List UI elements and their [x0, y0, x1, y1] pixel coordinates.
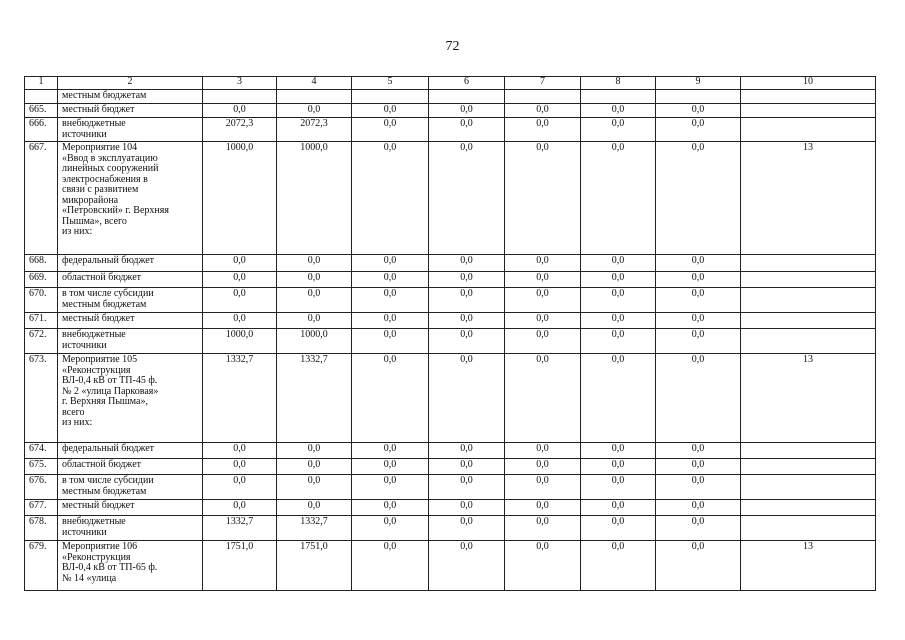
column-10-cell — [741, 272, 876, 288]
value-cell: 0,0 — [352, 475, 429, 500]
table-row — [25, 142, 876, 255]
table-body — [25, 90, 876, 591]
value-cell: 0,0 — [656, 541, 741, 591]
value-cell: 0,0 — [656, 475, 741, 500]
column-header: 3 — [203, 77, 277, 90]
row-name: внебюджетные источники — [58, 118, 203, 142]
value-cell: 0,0 — [352, 354, 429, 443]
value-cell: 0,0 — [203, 288, 277, 313]
column-10-cell — [741, 475, 876, 500]
table-row — [25, 313, 876, 329]
value-cell: 0,0 — [505, 516, 581, 541]
value-cell: 0,0 — [505, 142, 581, 255]
row-number: 676. — [25, 475, 58, 500]
value-cell: 0,0 — [429, 313, 505, 329]
row-name: федеральный бюджет — [58, 255, 203, 272]
value-cell: 0,0 — [505, 459, 581, 475]
table-row — [25, 272, 876, 288]
table-row — [25, 104, 876, 118]
column-header: 7 — [505, 77, 581, 90]
row-number: 668. — [25, 255, 58, 272]
column-10-cell — [741, 459, 876, 475]
value-cell: 0,0 — [352, 459, 429, 475]
value-cell: 0,0 — [429, 516, 505, 541]
value-cell: 0,0 — [656, 272, 741, 288]
value-cell — [581, 90, 656, 104]
table-row — [25, 118, 876, 142]
value-cell: 0,0 — [203, 255, 277, 272]
row-number — [25, 90, 58, 104]
row-number: 675. — [25, 459, 58, 475]
value-cell: 0,0 — [277, 459, 352, 475]
column-10-cell: 13 — [741, 354, 876, 443]
table-row — [25, 516, 876, 541]
value-cell: 0,0 — [581, 288, 656, 313]
value-cell: 0,0 — [656, 104, 741, 118]
value-cell: 0,0 — [429, 272, 505, 288]
row-name: областной бюджет — [58, 459, 203, 475]
value-cell: 0,0 — [429, 459, 505, 475]
value-cell: 0,0 — [505, 272, 581, 288]
row-number: 665. — [25, 104, 58, 118]
value-cell: 0,0 — [429, 443, 505, 459]
value-cell: 0,0 — [203, 500, 277, 516]
value-cell: 0,0 — [203, 475, 277, 500]
value-cell: 0,0 — [656, 329, 741, 354]
value-cell: 0,0 — [581, 516, 656, 541]
row-number: 670. — [25, 288, 58, 313]
value-cell: 0,0 — [352, 272, 429, 288]
value-cell: 1000,0 — [277, 142, 352, 255]
value-cell: 0,0 — [429, 329, 505, 354]
value-cell: 0,0 — [203, 459, 277, 475]
table-row — [25, 541, 876, 591]
value-cell: 0,0 — [429, 118, 505, 142]
column-header: 9 — [656, 77, 741, 90]
value-cell: 2072,3 — [277, 118, 352, 142]
value-cell: 0,0 — [429, 541, 505, 591]
value-cell: 0,0 — [505, 541, 581, 591]
row-number: 669. — [25, 272, 58, 288]
row-name: Мероприятие 104 «Ввод в эксплуатацию линейных сооружений электроснабжения в связи с развитием микрорайона «Петровский» г. Верхняя Пышма», всего из них: — [58, 142, 203, 255]
value-cell: 0,0 — [656, 288, 741, 313]
value-cell: 0,0 — [429, 104, 505, 118]
value-cell: 0,0 — [352, 255, 429, 272]
value-cell: 0,0 — [505, 329, 581, 354]
table-row — [25, 288, 876, 313]
value-cell: 0,0 — [203, 272, 277, 288]
value-cell: 0,0 — [656, 500, 741, 516]
column-10-cell: 13 — [741, 142, 876, 255]
value-cell: 0,0 — [656, 118, 741, 142]
value-cell: 0,0 — [581, 443, 656, 459]
column-10-cell — [741, 443, 876, 459]
value-cell — [656, 90, 741, 104]
table-row — [25, 475, 876, 500]
column-header: 10 — [741, 77, 876, 90]
column-10-cell — [741, 500, 876, 516]
value-cell: 0,0 — [203, 443, 277, 459]
column-10-cell: 13 — [741, 541, 876, 591]
table-row — [25, 500, 876, 516]
value-cell: 0,0 — [277, 255, 352, 272]
value-cell: 0,0 — [581, 313, 656, 329]
column-10-cell — [741, 90, 876, 104]
table-row — [25, 90, 876, 104]
value-cell: 0,0 — [505, 354, 581, 443]
page-number: 72 — [445, 39, 460, 54]
value-cell — [505, 90, 581, 104]
value-cell: 0,0 — [656, 142, 741, 255]
value-cell: 0,0 — [505, 255, 581, 272]
value-cell: 0,0 — [581, 329, 656, 354]
column-header: 8 — [581, 77, 656, 90]
row-name: местным бюджетам — [58, 90, 203, 104]
row-name: федеральный бюджет — [58, 443, 203, 459]
value-cell: 0,0 — [505, 500, 581, 516]
row-name: в том числе субсидии местным бюджетам — [58, 475, 203, 500]
row-name: внебюджетные источники — [58, 329, 203, 354]
column-10-cell — [741, 104, 876, 118]
value-cell: 0,0 — [277, 272, 352, 288]
value-cell: 0,0 — [505, 288, 581, 313]
value-cell: 1332,7 — [203, 516, 277, 541]
value-cell: 0,0 — [656, 354, 741, 443]
value-cell: 0,0 — [277, 475, 352, 500]
value-cell: 0,0 — [581, 354, 656, 443]
value-cell: 0,0 — [656, 516, 741, 541]
value-cell: 0,0 — [352, 500, 429, 516]
column-header: 2 — [58, 77, 203, 90]
value-cell — [429, 90, 505, 104]
row-name: областной бюджет — [58, 272, 203, 288]
value-cell: 0,0 — [505, 104, 581, 118]
header-row — [25, 77, 876, 90]
table-row — [25, 443, 876, 459]
row-number: 667. — [25, 142, 58, 255]
value-cell: 1332,7 — [277, 516, 352, 541]
value-cell: 0,0 — [656, 313, 741, 329]
row-name: в том числе субсидии местным бюджетам — [58, 288, 203, 313]
value-cell: 0,0 — [352, 516, 429, 541]
row-name: местный бюджет — [58, 104, 203, 118]
value-cell: 0,0 — [429, 475, 505, 500]
value-cell: 0,0 — [203, 313, 277, 329]
value-cell — [203, 90, 277, 104]
value-cell: 1332,7 — [277, 354, 352, 443]
row-name: Мероприятие 105 «Реконструкция ВЛ-0,4 кВ от ТП-45 ф. № 2 «улица Парковая» г. Верхняя Пышма», всего из них: — [58, 354, 203, 443]
row-number: 671. — [25, 313, 58, 329]
value-cell: 0,0 — [429, 142, 505, 255]
value-cell — [277, 90, 352, 104]
row-number: 672. — [25, 329, 58, 354]
value-cell: 0,0 — [505, 475, 581, 500]
value-cell: 0,0 — [352, 142, 429, 255]
row-name: Мероприятие 106 «Реконструкция ВЛ-0,4 кВ от ТП-65 ф. № 14 «улица — [58, 541, 203, 591]
value-cell: 0,0 — [277, 104, 352, 118]
value-cell: 0,0 — [581, 142, 656, 255]
value-cell: 0,0 — [581, 255, 656, 272]
value-cell: 0,0 — [352, 443, 429, 459]
row-name: внебюджетные источники — [58, 516, 203, 541]
column-10-cell — [741, 329, 876, 354]
column-header: 5 — [352, 77, 429, 90]
row-name: местный бюджет — [58, 500, 203, 516]
value-cell: 2072,3 — [203, 118, 277, 142]
table-row — [25, 354, 876, 443]
column-10-cell — [741, 118, 876, 142]
row-name: местный бюджет — [58, 313, 203, 329]
column-10-cell — [741, 288, 876, 313]
value-cell — [352, 90, 429, 104]
row-number: 679. — [25, 541, 58, 591]
row-number: 674. — [25, 443, 58, 459]
value-cell: 0,0 — [352, 288, 429, 313]
column-header: 6 — [429, 77, 505, 90]
column-10-cell — [741, 313, 876, 329]
value-cell: 0,0 — [505, 443, 581, 459]
value-cell: 0,0 — [352, 313, 429, 329]
value-cell: 0,0 — [581, 541, 656, 591]
value-cell: 1751,0 — [277, 541, 352, 591]
value-cell: 0,0 — [581, 104, 656, 118]
value-cell: 1332,7 — [203, 354, 277, 443]
column-header: 1 — [25, 77, 58, 90]
value-cell: 0,0 — [656, 255, 741, 272]
value-cell: 1000,0 — [277, 329, 352, 354]
value-cell: 0,0 — [352, 329, 429, 354]
value-cell: 0,0 — [352, 541, 429, 591]
value-cell: 0,0 — [656, 443, 741, 459]
value-cell: 0,0 — [581, 118, 656, 142]
value-cell: 0,0 — [277, 500, 352, 516]
value-cell: 0,0 — [203, 104, 277, 118]
value-cell: 1000,0 — [203, 329, 277, 354]
value-cell: 0,0 — [352, 118, 429, 142]
row-number: 666. — [25, 118, 58, 142]
value-cell: 0,0 — [505, 118, 581, 142]
table-row — [25, 459, 876, 475]
value-cell: 0,0 — [581, 459, 656, 475]
table-row — [25, 255, 876, 272]
column-header: 4 — [277, 77, 352, 90]
table-row — [25, 329, 876, 354]
value-cell: 0,0 — [581, 475, 656, 500]
value-cell: 0,0 — [429, 288, 505, 313]
row-number: 677. — [25, 500, 58, 516]
value-cell: 0,0 — [352, 104, 429, 118]
value-cell: 0,0 — [581, 272, 656, 288]
row-number: 678. — [25, 516, 58, 541]
value-cell: 0,0 — [277, 288, 352, 313]
budget-table — [24, 76, 876, 591]
value-cell: 0,0 — [656, 459, 741, 475]
value-cell: 0,0 — [429, 255, 505, 272]
column-10-cell — [741, 255, 876, 272]
value-cell: 0,0 — [581, 500, 656, 516]
value-cell: 0,0 — [429, 354, 505, 443]
value-cell: 0,0 — [505, 313, 581, 329]
value-cell: 0,0 — [277, 313, 352, 329]
column-10-cell — [741, 516, 876, 541]
value-cell: 0,0 — [277, 443, 352, 459]
value-cell: 1000,0 — [203, 142, 277, 255]
value-cell: 1751,0 — [203, 541, 277, 591]
value-cell: 0,0 — [429, 500, 505, 516]
row-number: 673. — [25, 354, 58, 443]
